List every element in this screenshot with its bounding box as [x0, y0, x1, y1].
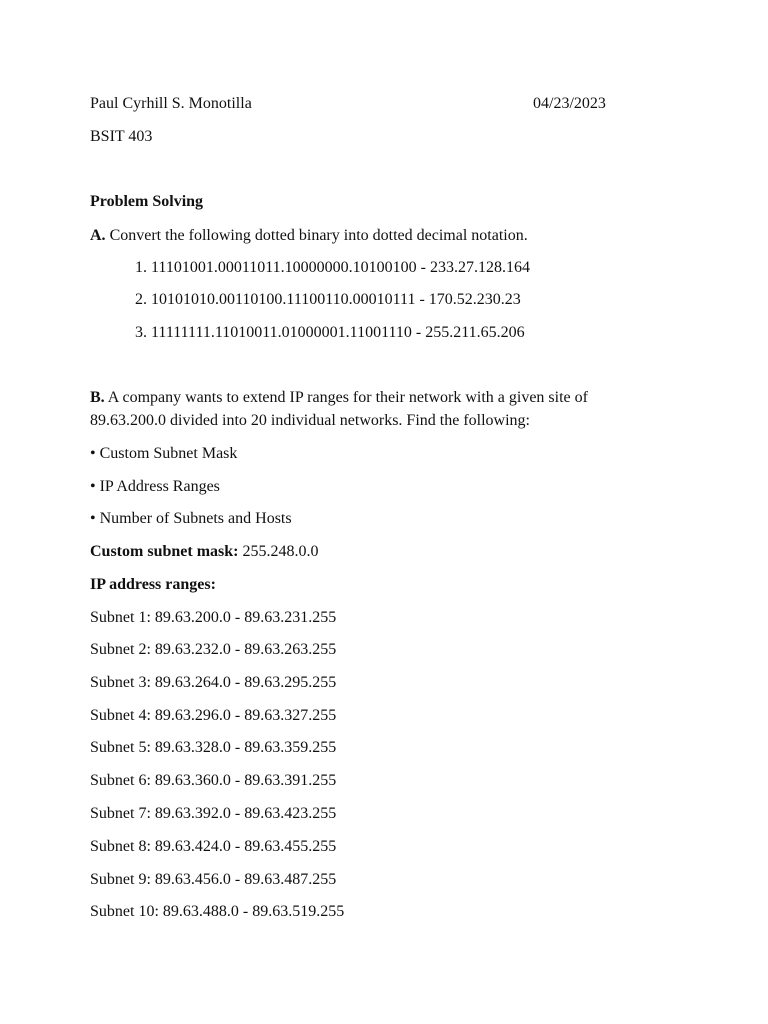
mask-label: Custom subnet mask: [90, 543, 239, 560]
part-a-instruction [90, 226, 528, 246]
subnet-range: Subnet 9: 89.63.456.0 - 89.63.487.255 [90, 871, 337, 888]
part-a-label: A. [90, 227, 106, 244]
bullet-item: • Custom Subnet Mask [90, 445, 238, 462]
part-a-instruction-text: Convert the following dotted binary into dotted decimal notation. [105, 227, 528, 244]
page-title: Problem Solving [90, 193, 204, 210]
mask-value: 255.248.0.0 [238, 543, 319, 560]
subnet-range: Subnet 10: 89.63.488.0 - 89.63.519.255 [90, 903, 345, 920]
part-a-item-2: 2. 10101010.00110100.11100110.00010111 - 170.52.230.23 [135, 291, 521, 308]
part-b-instruction-line-2: 89.63.200.0 divided into 20 individual networks. Find the following: [90, 412, 530, 429]
subnet-range: Subnet 7: 89.63.392.0 - 89.63.423.255 [90, 805, 337, 822]
class-section: BSIT 403 [90, 128, 153, 145]
subnet-range: Subnet 6: 89.63.360.0 - 89.63.391.255 [90, 772, 337, 789]
subnet-range: Subnet 2: 89.63.232.0 - 89.63.263.255 [90, 641, 337, 658]
part-b-instruction [90, 388, 588, 408]
part-b-instruction-text-1: A company wants to extend IP ranges for their network with a given site of [104, 389, 588, 406]
subnet-range: Subnet 8: 89.63.424.0 - 89.63.455.255 [90, 838, 337, 855]
ip-ranges-heading: IP address ranges: [90, 576, 216, 593]
part-b-label: B. [90, 389, 105, 406]
subnet-range: Subnet 5: 89.63.328.0 - 89.63.359.255 [90, 739, 337, 756]
author-name: Paul Cyrhill S. Monotilla [90, 95, 252, 112]
part-a-item-1: 1. 11101001.00011011.10000000.10100100 - 233.27.128.164 [135, 259, 530, 276]
subnet-range: Subnet 3: 89.63.264.0 - 89.63.295.255 [90, 674, 337, 691]
bullet-item: • Number of Subnets and Hosts [90, 510, 292, 527]
custom-subnet-mask [90, 542, 318, 562]
subnet-range: Subnet 1: 89.63.200.0 - 89.63.231.255 [90, 609, 337, 626]
subnet-range: Subnet 4: 89.63.296.0 - 89.63.327.255 [90, 707, 337, 724]
part-a-item-3: 3. 11111111.11010011.01000001.11001110 - 255.211.65.206 [135, 324, 525, 341]
bullet-item: • IP Address Ranges [90, 478, 220, 495]
document-date: 04/23/2023 [533, 95, 606, 112]
